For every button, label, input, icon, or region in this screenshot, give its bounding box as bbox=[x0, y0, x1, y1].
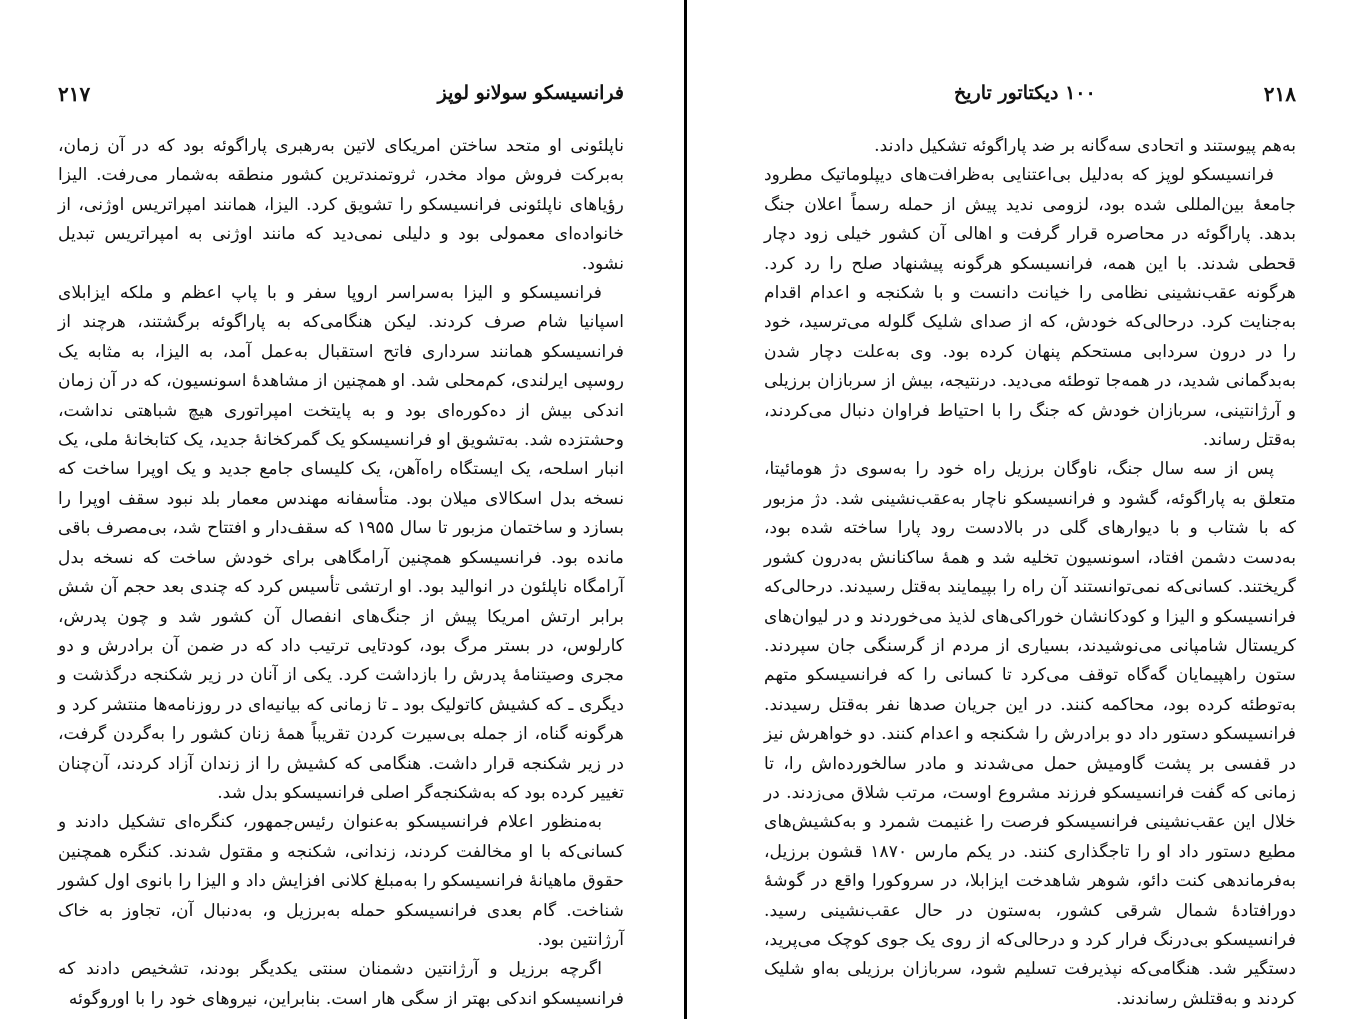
page-number: ۲۱۸ bbox=[1263, 82, 1296, 106]
running-title: فرانسیسکو سولانو لوپز bbox=[437, 82, 624, 104]
paragraph: به‌هم پیوستند و اتحادی سه‌گانه بر ضد پاراگوئه تشکیل دادند. bbox=[874, 136, 1296, 156]
right-page-body bbox=[764, 132, 1296, 1014]
page-divider bbox=[684, 0, 687, 1019]
right-page-header bbox=[764, 82, 1296, 112]
paragraph: ناپلئونی او متحد ساختن امریکای لاتین به‌رهبری پاراگوئه بود که در آن زمان، به‌برکت فروش مواد مخدر، ثروتمندترین کشور منطقه به‌شمار می‌رفت. الیزا رؤیاهای ناپلئونی فرانسیسکو را تشویق کرد. الیزا، همانند امپراتریس اوژنی، از خانواده‌ای معمولی بود و دلیلی نمی‌دید که مانند اوژنی به امپراتریس تبدیل نشود. bbox=[58, 136, 624, 274]
paragraph: فرانسیسکو لوپز که به‌دلیل بی‌اعتنایی به‌ظرافت‌های دیپلوماتیک مطرود جامعهٔ بین‌المللی شده بود، لزومی ندید پیش از حمله رسماً اعلان جنگ بدهد. پاراگوئه در محاصره قرار گرفت و اهالی آن کشور خیلی زود دچار قحطی شدند. با این همه، فرانسیسکو هرگونه پیشنهاد صلح را رد کرد. هرگونه عقب‌نشینی نظامی را خیانت دانست و با شکنجه و اعدام اقدام به‌جنایت کرد. درحالی‌که خودش، که از صدای شلیک گلوله می‌ترسید، خود را در درون سردابی مستحکم پنهان کرده بود. وی به‌علت دچار شدن به‌بدگمانی شدید، در همه‌جا توطئه می‌دید. درنتیجه، بیش از سربازان برزیلی و آرژانتینی، سربازان خودش که جنگ را با احتیاط فراوان دنبال می‌کردند، به‌قتل رساند. bbox=[764, 165, 1296, 451]
left-page-body bbox=[58, 132, 624, 1014]
paragraph: فرانسیسکو و الیزا به‌سراسر اروپا سفر و با پاپ اعظم و ملکه ایزابلای اسپانیا شام صرف کردند. لیکن هنگامی‌که به پاراگوئه برگشتند، هرچند از فرانسیسکو همانند سرداری فاتح استقبال به‌عمل آمد، به الیزا، به مثابه یک روسپی ایرلندی، کم‌محلی شد. او همچنین از مشاهدهٔ اسونسیون، که در آن زمان اندکی بیش از ده‌کوره‌ای بود و به پایتخت امپراتوری هیچ شباهتی نداشت، وحشتزده شد. به‌تشویق او فرانسیسکو یک گمرکخانهٔ جدید، یک کتابخانهٔ ملی، یک انبار اسلحه، یک ایستگاه راه‌آهن، یک کلیسای جامع جدید و یک اوپرا ساخت که نسخه بدل اسکالای میلان بود. متأسفانه مهندس معمار بلد نبود سقف اوپرا را بسازد و ساختمان مزبور تا سال ۱۹۵۵ که سقف‌دار و افتتاح شد، بی‌مصرف باقی مانده بود. فرانسیسکو همچنین آرامگاهی برای خودش ساخت که نسخه بدل آرامگاه ناپلئون در انوالید بود. او ارتشی تأسیس کرد که چندی بعد حجم آن شش برابر ارتش امریکا پیش از جنگ‌های انفصال آن کشور شد و چون پدرش، کارلوس، در بستر مرگ بود، کودتایی ترتیب داد که در ضمن آن برادرش و دو مجری وصیتنامهٔ پدرش را بازداشت کرد. یکی از آنان در زیر شکنجه درگذشت و دیگری ـ که کشیش کاتولیک بود ـ تا زمانی که بیانیه‌ای در روزنامه‌ها منتشر کرد و هرگونه گناه، از جمله بی‌سیرت کردن تقریباً همهٔ زنان کشور را به‌گردن گرفت، در زیر شکنجه قرار داشت. هنگامی که کشیش را از زندان آزاد کردند، آن‌چنان تغییر کرده بود که به‌شکنجه‌گر اصلی فرانسیسکو بدل شد. bbox=[58, 283, 624, 803]
left-page-header bbox=[58, 82, 624, 112]
paragraph: پس از سه سال جنگ، ناوگان برزیل راه خود را به‌سوی دژ هومائیتا، متعلق به پاراگوئه، گشود و فرانسیسکو ناچار به‌عقب‌نشینی شد. دژ مزبور که با شتاب و با دیوارهای گلی در بالادست رود پارا ساخته شده بود، به‌دست دشمن افتاد، اسونسیون تخلیه شد و همهٔ ساکنانش به‌درون کشور گریختند. کسانی‌که نمی‌توانستند آن راه را بپیمایند به‌قتل رسیدند. درحالی‌که فرانسیسکو و الیزا و کودکانشان خوراکی‌های لذیذ می‌خوردند و در لیوان‌های کریستال شامپانی می‌نوشیدند، بسیاری از مردم از گرسنگی جان سپردند. ستون راهپیمایان گه‌گاه توقف می‌کرد تا کسانی را که فرانسیسکو متهم به‌توطئه کرده بود، محاکمه کنند. در این جریان صدها نفر به‌قتل رسیدند. فرانسیسکو دستور داد دو برادرش را شکنجه و اعدام کنند. دو خواهرش نیز در قفسی بر پشت گاومیش حمل می‌شدند و مادر سالخورده‌اش را، تا زمانی که گفت فرانسیسکو فرزند مشروع اوست، مرتب شلاق می‌زدند. در خلال این عقب‌نشینی فرانسیسکو فرصت را غنیمت شمرد و به‌کشیش‌های مطیع دستور داد او را تاجگذاری کنند. در یکم مارس ۱۸۷۰ قشون برزیل، به‌فرماندهی کنت دائو، شوهر شاهدخت ایزابلا، در سروکورا واقع در گوشهٔ دورافتادهٔ شمال شرقی کشور، به‌ستون در حال عقب‌نشینی رسید. فرانسیسکو بی‌درنگ فرار کرد و درحالی‌که از روی یک جوی کوچک می‌پرید، دستگیر شد. هنگامی‌که نپذیرفت تسلیم شود، سربازان برزیلی به‌او شلیک کردند و به‌قتلش رساندند. bbox=[764, 459, 1296, 1009]
left-page bbox=[58, 0, 624, 1019]
running-title: ۱۰۰ دیکتاتور تاریخ bbox=[954, 82, 1096, 104]
paragraph: اگرچه برزیل و آرژانتین دشمنان سنتی یکدیگر بودند، تشخیص دادند که فرانسیسکو اندکی بهتر از سگی هار است. بنابراین، نیروهای خود را با اوروگوئه bbox=[58, 959, 624, 1009]
right-page bbox=[764, 0, 1296, 1019]
page-number: ۲۱۷ bbox=[58, 82, 91, 106]
paragraph: به‌منظور اعلام فرانسیسکو به‌عنوان رئیس‌جمهور، کنگره‌ای تشکیل دادند و کسانی‌که با او مخالفت کردند، زندانی، شکنجه و مقتول شدند. کنگره همچنین حقوق ماهیانهٔ فرانسیسکو را به‌مبلغ کلانی افزایش داد و الیزا را بانوی اول کشور شناخت. گام بعدی فرانسیسکو حمله به‌برزیل و، به‌دنبال آن، تجاوز به خاک آرژانتین بود. bbox=[58, 812, 624, 950]
